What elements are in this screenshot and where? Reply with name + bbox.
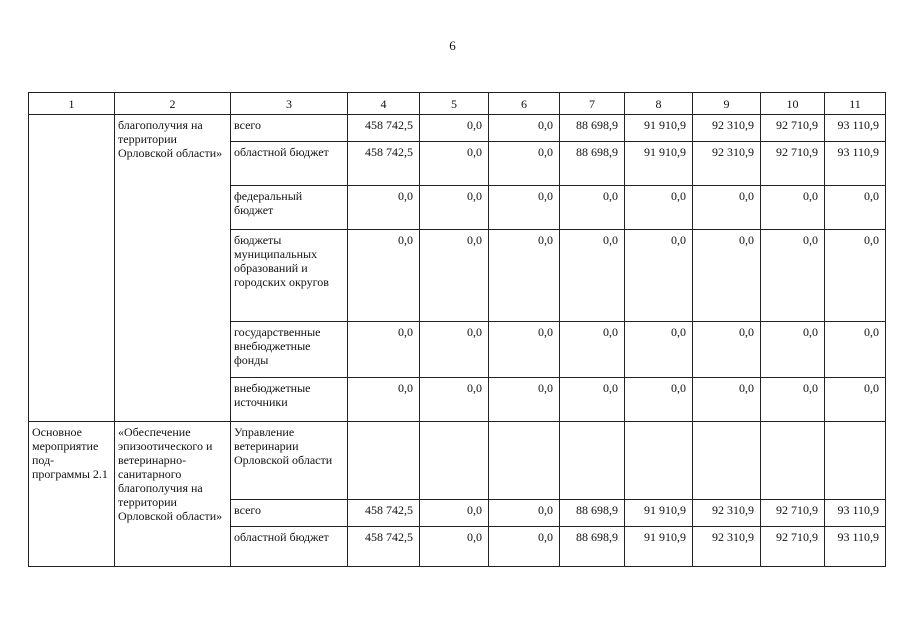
program-name-cell: благополучия на территории Орловской области»	[115, 115, 231, 422]
funding-source-cell: областной бюджет	[231, 142, 348, 186]
value-cell: 0,0	[420, 322, 489, 378]
value-cell: 458 742,5	[348, 500, 420, 527]
table-row	[29, 115, 886, 142]
column-header: 2	[115, 93, 231, 115]
value-cell: 0,0	[489, 378, 560, 422]
value-cell	[625, 422, 693, 500]
value-cell: 0,0	[560, 230, 625, 322]
activity-cell: Основное мероприятие под-программы 2.1	[29, 422, 115, 567]
value-cell: 0,0	[693, 186, 761, 230]
value-cell: 88 698,9	[560, 142, 625, 186]
value-cell: 88 698,9	[560, 115, 625, 142]
value-cell: 0,0	[761, 322, 825, 378]
value-cell: 93 110,9	[825, 500, 886, 527]
value-cell	[693, 422, 761, 500]
value-cell	[348, 422, 420, 500]
value-cell: 0,0	[560, 322, 625, 378]
value-cell: 0,0	[420, 115, 489, 142]
value-cell: 93 110,9	[825, 142, 886, 186]
value-cell: 0,0	[761, 186, 825, 230]
value-cell: 0,0	[625, 378, 693, 422]
value-cell: 88 698,9	[560, 527, 625, 567]
value-cell: 458 742,5	[348, 115, 420, 142]
value-cell: 92 710,9	[761, 142, 825, 186]
value-cell	[489, 422, 560, 500]
value-cell: 458 742,5	[348, 142, 420, 186]
column-header: 9	[693, 93, 761, 115]
value-cell	[420, 422, 489, 500]
value-cell	[761, 422, 825, 500]
funding-source-cell: всего	[231, 500, 348, 527]
value-cell: 0,0	[825, 186, 886, 230]
value-cell: 0,0	[560, 186, 625, 230]
value-cell: 0,0	[693, 378, 761, 422]
value-cell: 0,0	[625, 322, 693, 378]
value-cell: 92 310,9	[693, 500, 761, 527]
value-cell: 0,0	[489, 230, 560, 322]
program-name-cell: «Обеспечение эпизоотического и ветеринарно-санитарного благополучия на территории Орловской области»	[115, 422, 231, 567]
value-cell: 91 910,9	[625, 115, 693, 142]
value-cell: 0,0	[348, 186, 420, 230]
value-cell: 0,0	[825, 378, 886, 422]
value-cell: 458 742,5	[348, 527, 420, 567]
value-cell: 0,0	[693, 322, 761, 378]
value-cell: 93 110,9	[825, 115, 886, 142]
value-cell: 0,0	[625, 186, 693, 230]
value-cell: 0,0	[625, 230, 693, 322]
value-cell: 92 310,9	[693, 527, 761, 567]
value-cell: 0,0	[761, 378, 825, 422]
column-header: 1	[29, 93, 115, 115]
value-cell: 0,0	[348, 230, 420, 322]
value-cell: 91 910,9	[625, 142, 693, 186]
funding-source-cell: государственные внебюджетные фонды	[231, 322, 348, 378]
value-cell: 0,0	[420, 500, 489, 527]
value-cell: 0,0	[489, 527, 560, 567]
funding-source-cell: внебюджетные источники	[231, 378, 348, 422]
value-cell: 0,0	[761, 230, 825, 322]
funding-source-cell: Управление ветеринарии Орловской области	[231, 422, 348, 500]
value-cell: 91 910,9	[625, 500, 693, 527]
value-cell: 92 710,9	[761, 500, 825, 527]
value-cell: 93 110,9	[825, 527, 886, 567]
value-cell: 0,0	[693, 230, 761, 322]
value-cell: 0,0	[560, 378, 625, 422]
value-cell: 0,0	[489, 142, 560, 186]
value-cell: 92 310,9	[693, 142, 761, 186]
value-cell: 0,0	[489, 186, 560, 230]
funding-source-cell: федеральный бюджет	[231, 186, 348, 230]
column-header: 5	[420, 93, 489, 115]
table-row	[29, 422, 886, 500]
value-cell	[560, 422, 625, 500]
value-cell: 0,0	[489, 322, 560, 378]
funding-source-cell: областной бюджет	[231, 527, 348, 567]
activity-cell	[29, 115, 115, 422]
value-cell: 92 710,9	[761, 527, 825, 567]
column-header: 10	[761, 93, 825, 115]
funding-source-cell: бюджеты муниципальных образований и городских округов	[231, 230, 348, 322]
value-cell: 0,0	[825, 230, 886, 322]
column-header: 6	[489, 93, 560, 115]
page-number: 6	[449, 38, 456, 53]
value-cell: 92 310,9	[693, 115, 761, 142]
value-cell: 0,0	[489, 115, 560, 142]
value-cell: 0,0	[420, 527, 489, 567]
value-cell: 0,0	[825, 322, 886, 378]
value-cell: 92 710,9	[761, 115, 825, 142]
column-header: 4	[348, 93, 420, 115]
value-cell: 0,0	[420, 142, 489, 186]
column-header: 7	[560, 93, 625, 115]
value-cell: 0,0	[348, 378, 420, 422]
budget-table	[28, 92, 886, 567]
value-cell: 0,0	[348, 322, 420, 378]
table-header-row	[29, 93, 886, 115]
value-cell: 91 910,9	[625, 527, 693, 567]
value-cell: 0,0	[420, 230, 489, 322]
column-header: 3	[231, 93, 348, 115]
value-cell	[825, 422, 886, 500]
funding-source-cell: всего	[231, 115, 348, 142]
column-header: 8	[625, 93, 693, 115]
value-cell: 0,0	[420, 378, 489, 422]
value-cell: 0,0	[420, 186, 489, 230]
table-body	[29, 93, 886, 567]
value-cell: 0,0	[489, 500, 560, 527]
value-cell: 88 698,9	[560, 500, 625, 527]
column-header: 11	[825, 93, 886, 115]
